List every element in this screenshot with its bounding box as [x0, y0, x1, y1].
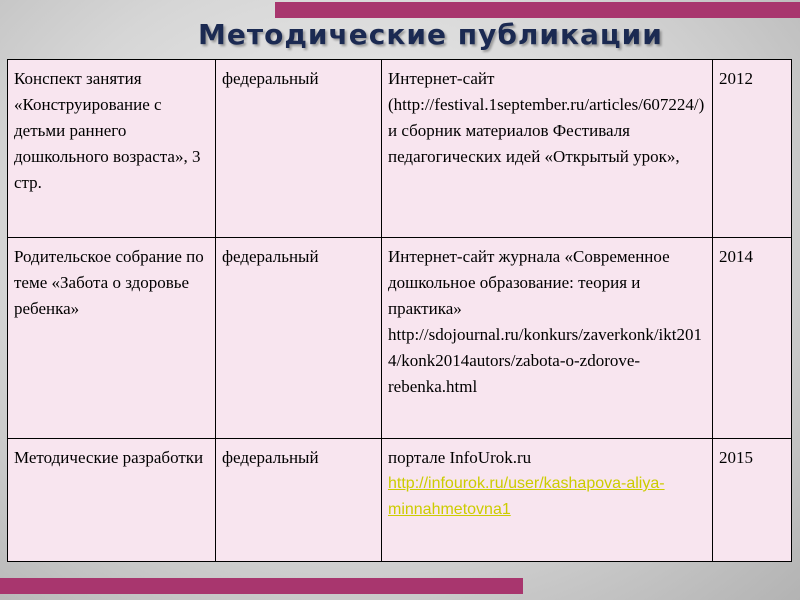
bottom-accent-bar	[0, 578, 523, 594]
level-cell: федеральный	[216, 60, 382, 238]
top-accent-bar	[275, 2, 800, 18]
level-cell: федеральный	[216, 238, 382, 439]
year-cell: 2014	[713, 238, 792, 439]
source-cell	[382, 439, 713, 562]
table-row	[8, 60, 792, 238]
level-cell: федеральный	[216, 439, 382, 562]
table-row	[8, 439, 792, 562]
page-title: Методические публикации	[198, 18, 663, 51]
publications-table	[7, 59, 792, 562]
source-cell: Интернет-сайт (http://festival.1september.ru/articles/607224/) и сборник материалов Фестиваля педагогических идей «Открытый урок»,	[382, 60, 713, 238]
topic-cell: Методические разработки	[8, 439, 216, 562]
topic-cell: Родительское собрание по теме «Забота о здоровье ребенка»	[8, 238, 216, 439]
year-cell: 2012	[713, 60, 792, 238]
source-text: портале InfoUrok.ru	[388, 448, 532, 467]
infourok-link[interactable]: http://infourok.ru/user/kashapova-aliya-minnahmetovna1	[388, 475, 665, 518]
year-cell: 2015	[713, 439, 792, 562]
topic-cell: Конспект занятия «Конструирование с детьми раннего дошкольного возраста», 3 стр.	[8, 60, 216, 238]
table-row	[8, 238, 792, 439]
source-cell: Интернет-сайт журнала «Современное дошкольное образование: теория и практика» http://sdojournal.ru/konkurs/zaverkonk/ikt2014/konk2014autors/zabota-o-zdorove-rebenka.html	[382, 238, 713, 439]
